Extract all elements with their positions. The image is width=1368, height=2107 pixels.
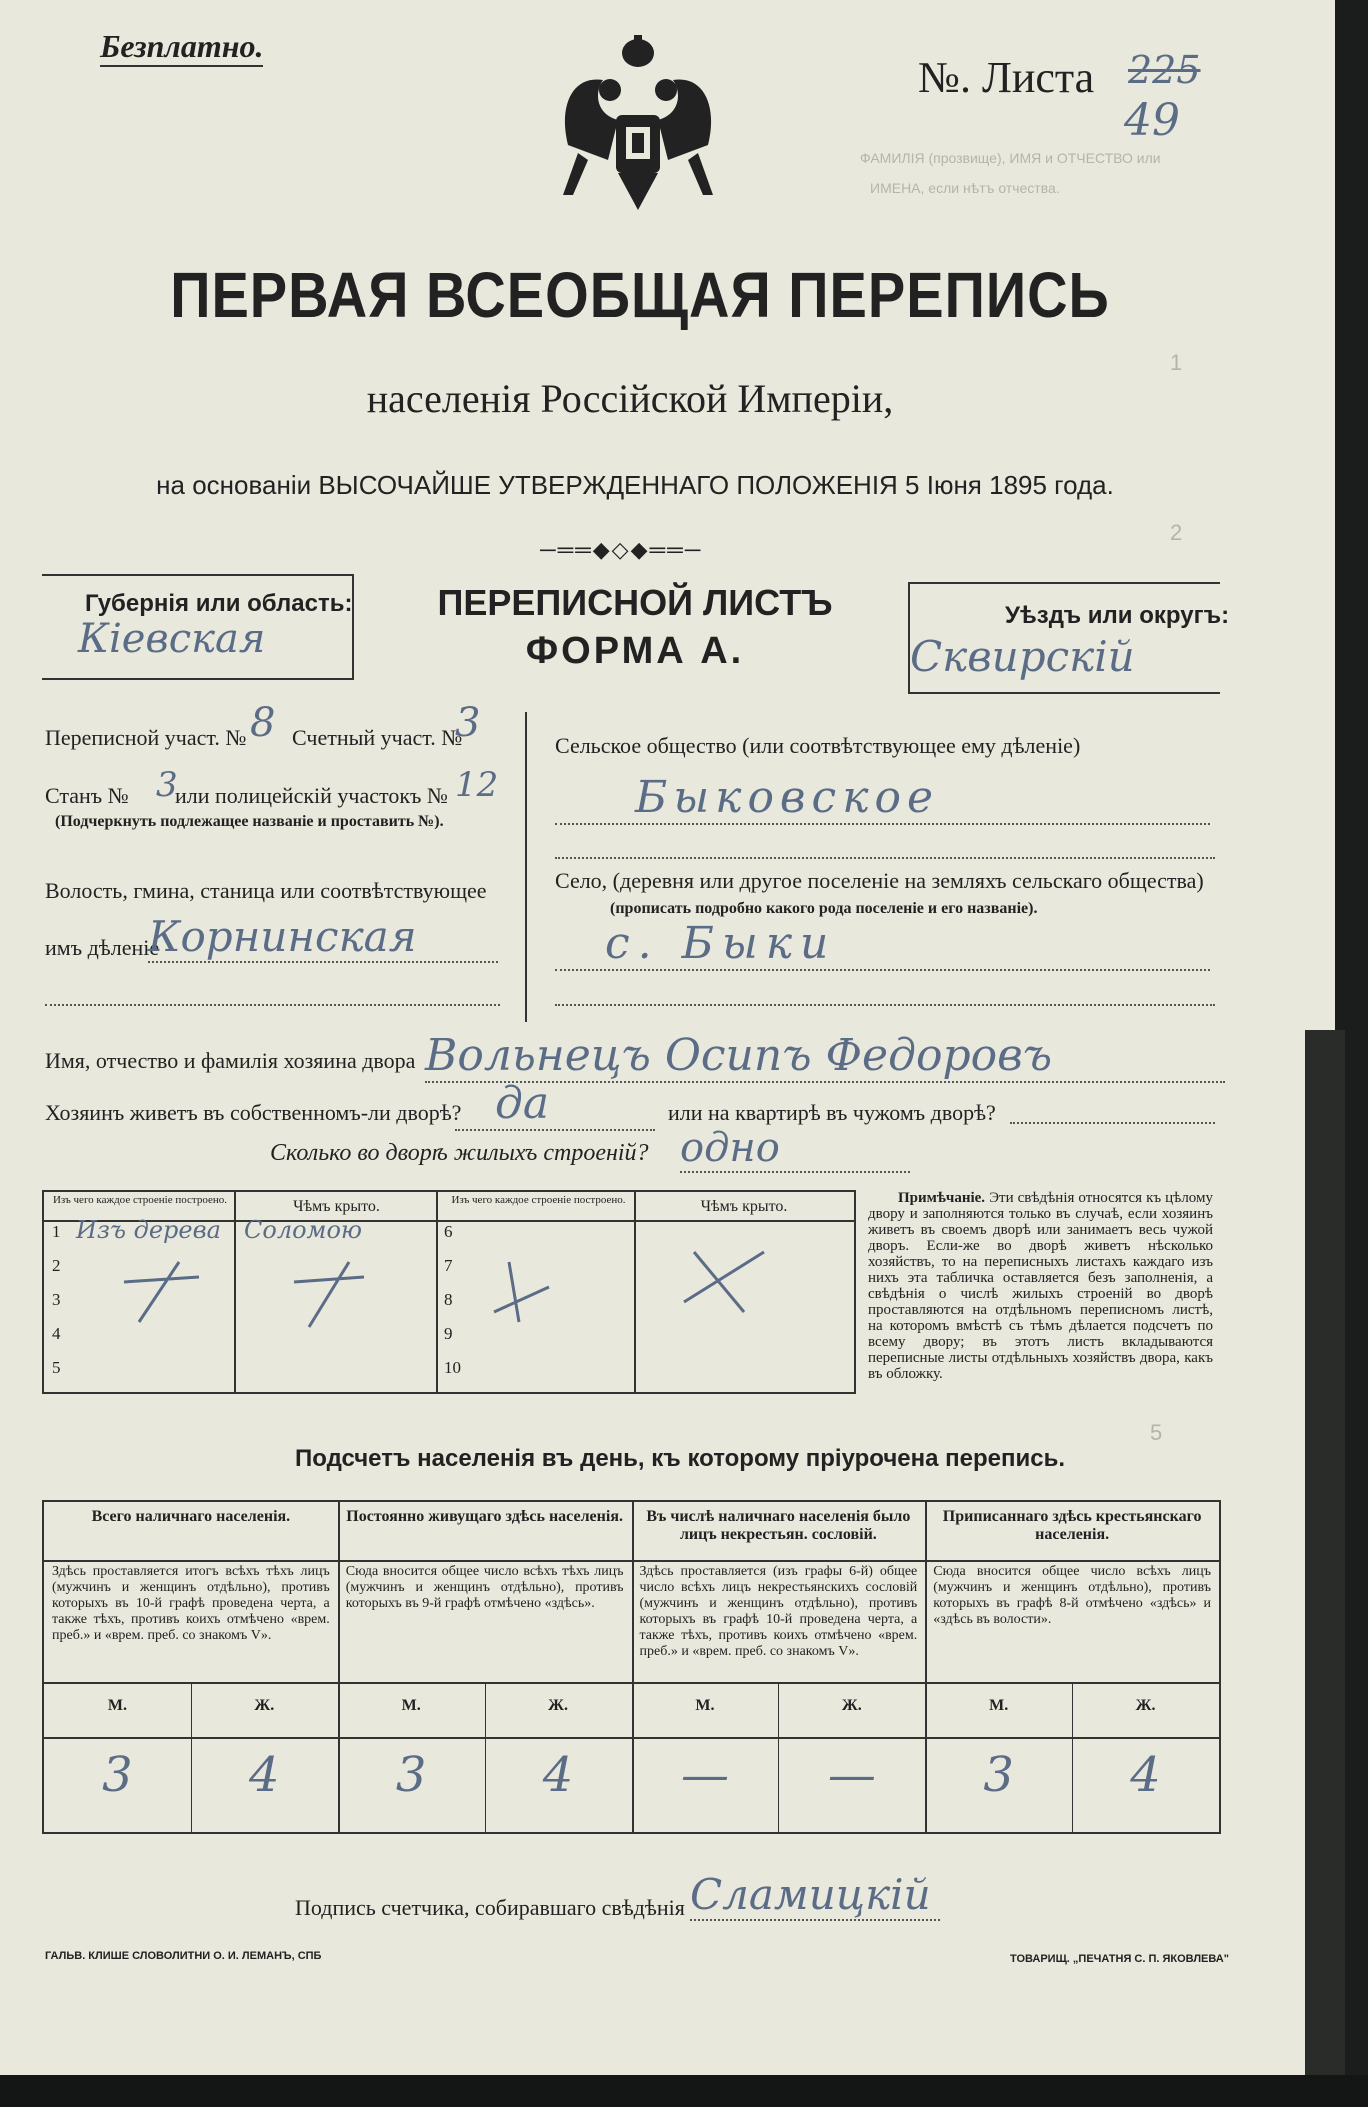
row-divider	[44, 1560, 1219, 1562]
row-number: 4	[52, 1324, 61, 1343]
buildings-label: Сколько во дворѣ жилыхъ строеній?	[270, 1140, 649, 1166]
counting-section-label: Счетный участ. №	[292, 725, 463, 750]
note-text: Эти свѣдѣнія относятся къ цѣлому двору и заполняются только въ случаѣ, если хозяинъ живетъ въ своемъ дворѣ или занимаетъ весь чужой дворъ. Если-же во дворѣ живетъ нѣсколько хозяйствъ, то на переписныхъ листахъ каждаго изъ нихъ эта табличка оставляется безъ заполненія, а свѣдѣнія о числѣ жилыхъ строеній во дворѣ проставляются на отдѣльномъ переписномъ листѣ, на которомъ вмѣстѣ съ тѣмъ дѣлается подсчетъ по всему двору; въ этотъ листъ вкладываются переписные листы отдѣльныхъ хозяйствъ двора, какъ въ обложку.	[868, 1190, 1214, 1382]
free-label: Безплатно.	[100, 28, 263, 67]
male-count: 3	[395, 1747, 427, 1803]
form-subtitle: ФОРМА А.	[525, 630, 745, 672]
male-label: М.	[401, 1697, 421, 1714]
col-material-header: Изъ чего каждое строеніе построено.	[52, 1194, 228, 1206]
population-count-table	[42, 1500, 1221, 1834]
owner-value: Вольнецъ Осипъ Федоровъ	[425, 1030, 1225, 1083]
row-divider	[44, 1737, 1219, 1739]
count-column-description: Сюда вносится общее число всѣхъ лицъ (мужчинъ и женщинъ отдѣльно), противъ которыхъ въ графѣ 8-й отмѣчено «здѣсь» и «здѣсь въ волости».	[933, 1564, 1211, 1627]
row-number: 3	[52, 1290, 61, 1309]
sheet-number-label: №. Листа	[918, 53, 1095, 102]
col-roof-header: Чѣмъ крыто.	[293, 1198, 380, 1215]
volost-value: Корнинская	[148, 912, 498, 963]
district-value: Сквирскій	[910, 632, 1135, 681]
rent-label: или на квартирѣ въ чужомъ дворѣ?	[668, 1100, 996, 1125]
society-label: Сельское общество (или соотвѣтствующее ему дѣленіе)	[555, 733, 1081, 758]
census-title: ПЕРВАЯ ВСЕОБЩАЯ ПЕРЕПИСЬ	[170, 258, 1110, 331]
volost-label-2: имъ дѣленіе	[45, 935, 160, 960]
row-number: 8	[444, 1290, 453, 1309]
note-title: Примѣчаніе.	[898, 1190, 986, 1206]
page-shadow-bottom	[0, 2075, 1368, 2107]
signature-value: Сламицкій	[690, 1870, 940, 1921]
lives-label: Хозяинъ живетъ въ собственномъ-ли дворѣ?	[45, 1100, 462, 1125]
female-label: Ж.	[548, 1697, 568, 1714]
society-value: Быковское	[555, 772, 1210, 825]
imperial-eagle-emblem	[548, 35, 728, 225]
census-section-value: 8	[250, 700, 276, 746]
village-note: (прописать подробно какого рода поселеніе и его названіе).	[610, 900, 1038, 917]
owner-label: Имя, отчество и фамилія хозяина двора	[45, 1048, 416, 1073]
stan-value: 3	[156, 765, 178, 805]
female-count: —	[827, 1747, 876, 1803]
row-number: 7	[444, 1256, 453, 1275]
female-count: 4	[249, 1747, 280, 1803]
building-roof: Соломою	[244, 1216, 363, 1244]
lives-value: да	[455, 1078, 655, 1131]
page-shadow-right	[1305, 1030, 1345, 2107]
count-column-description: Сюда вносится общее число всѣхъ тѣхъ лицъ (мужчинъ и женщинъ отдѣльно), противъ которыхъ въ 9-й графѣ отмѣчено «здѣсь».	[345, 1564, 624, 1611]
sheet-number: 49	[1124, 95, 1180, 146]
row-number: 9	[444, 1324, 453, 1343]
col-material-header-2: Изъ чего каждое строеніе построено.	[451, 1194, 626, 1206]
form-title: ПЕРЕПИСНОЙ ЛИСТЪ	[437, 582, 833, 623]
bleed-through-text: ФАМИЛІЯ (прозвище), ИМЯ и ОТЧЕСТВО или	[860, 150, 1161, 166]
bleed-through-number: 5	[1150, 1420, 1163, 1445]
count-column-description: Здѣсь проставляется итогъ всѣхъ тѣхъ лицъ (мужчинъ и женщинъ отдѣльно), противъ которыхъ въ 10-й графѣ проведена черта, а также тѣхъ, противъ коихъ отмѣчено «врем. преб.» и «врем. преб. со знакомъ V».	[52, 1564, 330, 1643]
count-column-title: Приписаннаго здѣсь крестьянскаго населенія.	[942, 1508, 1202, 1543]
village-value: с. Быки	[555, 918, 1210, 971]
cross-out-marks	[44, 1192, 854, 1392]
blank-line	[45, 1004, 500, 1006]
count-heading: Подсчетъ населенія въ день, къ которому пріурочена перепись.	[295, 1445, 1065, 1472]
col-roof-header-2: Чѣмъ крыто.	[700, 1198, 788, 1215]
count-column-description: Здѣсь проставляется (изъ графы 6-й) общее число всѣхъ лицъ некрестьянскихъ сословій (мужчинъ и женщинъ отдѣльно), противъ которыхъ въ графѣ 10-й проведена черта, а также тѣхъ, противъ коихъ отмѣчено «врем. преб.» и «врем. преб. со знакомъ V».	[639, 1564, 918, 1659]
buildings-table	[42, 1190, 856, 1394]
census-section-label: Переписной участ. №	[45, 725, 247, 750]
ornament-divider: ─══◆◇◆══─	[540, 537, 703, 562]
male-label: М.	[107, 1697, 127, 1714]
male-count: 3	[102, 1747, 133, 1803]
female-label: Ж.	[1135, 1697, 1156, 1714]
district-label: Уѣздъ или округъ:	[1005, 602, 1230, 629]
stan-label: Станъ №	[45, 783, 129, 808]
footer-right: ТОВАРИЩ. „ПЕЧАТНЯ С. П. ЯКОВЛЕВА"	[1010, 1953, 1229, 1965]
province-label: Губернія или область:	[85, 590, 353, 617]
village-label: Село, (деревня или другое поселеніе на земляхъ сельскаго общества)	[555, 868, 1204, 893]
row-number: 1	[52, 1222, 61, 1241]
bleed-through-text: ИМЕНА, если нѣтъ отчества.	[870, 180, 1060, 196]
row-divider	[44, 1682, 1219, 1684]
count-column-title: Постоянно живущаго здѣсь населенія.	[346, 1508, 623, 1525]
buildings-value: одно	[680, 1125, 910, 1173]
bleed-through-number: 2	[1170, 520, 1183, 545]
signature-label: Подпись счетчика, собиравшаго свѣдѣнія	[295, 1895, 685, 1920]
row-number: 2	[52, 1256, 61, 1275]
underline-note: (Подчеркнуть подлежащее названіе и проставить №).	[55, 813, 444, 830]
blank-line	[555, 857, 1215, 859]
female-count: 4	[1130, 1747, 1161, 1803]
volost-label: Волость, гмина, станица или соотвѣтствующее	[45, 878, 487, 903]
female-label: Ж.	[254, 1697, 275, 1714]
female-count: 4	[542, 1747, 574, 1803]
male-count: 3	[983, 1747, 1014, 1803]
row-number: 6	[444, 1222, 453, 1241]
police-label: или полицейскій участокъ №	[175, 783, 448, 808]
census-subtitle: населенія Россійской Имперіи,	[366, 376, 894, 421]
male-count: —	[680, 1747, 729, 1803]
blank-line	[555, 1004, 1215, 1006]
building-material: Изъ дерева	[76, 1216, 221, 1244]
province-value: Кіевская	[78, 616, 266, 662]
male-label: М.	[695, 1697, 715, 1714]
count-column-title: Въ числѣ наличнаго населенія было лицъ некрестьян. сословій.	[646, 1508, 911, 1543]
count-column-title: Всего наличнаго населенія.	[91, 1508, 291, 1525]
male-label: М.	[989, 1697, 1009, 1714]
field-divider	[525, 712, 527, 1022]
row-number: 5	[52, 1358, 61, 1377]
female-label: Ж.	[841, 1697, 862, 1714]
footer-left: ГАЛЬВ. КЛИШЕ СЛОВОЛИТНИ О. И. ЛЕМАНЪ, СПБ	[45, 1950, 322, 1962]
census-basis: на основаніи ВЫСОЧАЙШЕ УТВЕРЖДЕННАГО ПОЛОЖЕНІЯ 5 Іюня 1895 года.	[156, 470, 1114, 500]
sheet-number-struck: 225	[1128, 48, 1201, 92]
note-block	[868, 1190, 1213, 1382]
blank-line	[1010, 1122, 1215, 1124]
bleed-through-number: 1	[1170, 350, 1183, 375]
police-value: 12	[455, 765, 499, 805]
counting-section-value: 3	[455, 700, 481, 746]
row-number: 10	[444, 1358, 461, 1377]
